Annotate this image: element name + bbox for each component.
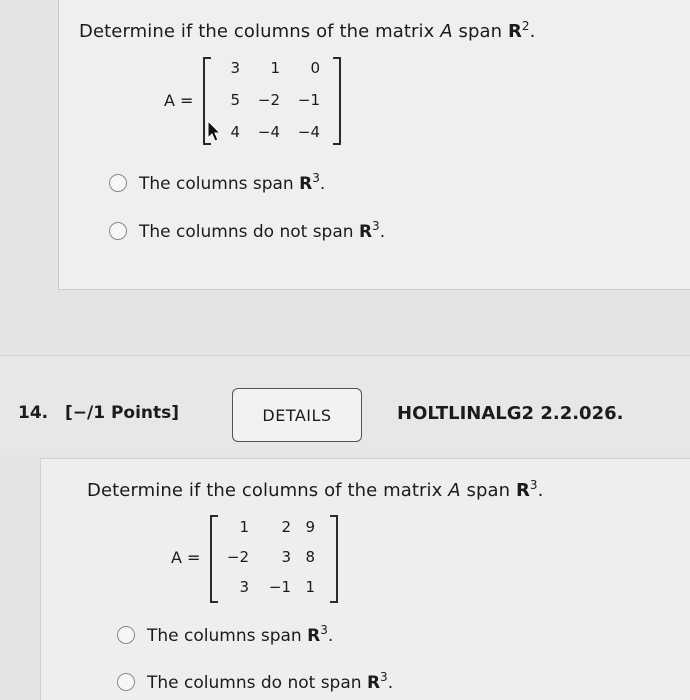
matrix-cell: 1	[270, 59, 280, 77]
matrix-name: A	[448, 480, 461, 501]
matrix-a-q14	[171, 513, 351, 605]
matrix-right-bracket	[333, 57, 341, 145]
space-symbol: R	[507, 21, 522, 42]
matrix-label: A =	[164, 91, 194, 110]
option-columns-do-not-span[interactable]	[117, 670, 393, 693]
matrix-cell: −4	[257, 123, 280, 141]
option-columns-do-not-span[interactable]	[109, 219, 385, 242]
matrix-right-bracket	[330, 515, 338, 603]
matrix-cell: −2	[257, 91, 280, 109]
matrix-cell: 9	[305, 518, 315, 536]
question-13-card	[58, 0, 690, 290]
option-label: The columns span $R^3$.	[147, 623, 334, 646]
matrix-left-bracket	[210, 515, 218, 603]
radio-button[interactable]	[109, 174, 127, 192]
matrix-cell: 3	[281, 548, 291, 566]
question-points: [−/1 Points]	[65, 403, 180, 423]
matrix-cell: 2	[281, 518, 291, 536]
question-14-prompt	[87, 478, 544, 501]
prompt-mid: span	[466, 480, 511, 501]
matrix-cell: −1	[297, 91, 320, 109]
space-exponent: 2	[521, 19, 530, 33]
radio-button[interactable]	[109, 222, 127, 240]
prompt-text: Determine if the columns of the matrix	[79, 21, 435, 42]
question-14-header	[0, 355, 690, 455]
matrix-cell: 4	[230, 123, 240, 141]
mouse-pointer-icon	[207, 120, 221, 142]
question-number: 14.	[18, 403, 49, 423]
option-columns-span[interactable]	[109, 171, 325, 194]
matrix-cell: 3	[239, 578, 249, 596]
option-columns-span[interactable]	[117, 623, 333, 646]
question-13-prompt	[79, 19, 536, 42]
matrix-cell: −4	[297, 123, 320, 141]
matrix-a-q13	[164, 55, 354, 147]
matrix-cell: 3	[230, 59, 240, 77]
option-label: The columns do not span $R^3$.	[139, 219, 386, 242]
matrix-cell: 1	[239, 518, 249, 536]
details-button[interactable]: DETAILS	[232, 388, 362, 442]
space-symbol: R	[515, 480, 530, 501]
space-exponent: 3	[529, 478, 538, 492]
matrix-name: A	[440, 21, 453, 42]
matrix-cell: 5	[230, 91, 240, 109]
matrix-label: A =	[171, 548, 201, 567]
prompt-end: .	[537, 480, 544, 501]
question-14-card	[40, 458, 690, 700]
matrix-cell: 1	[305, 578, 315, 596]
prompt-text: Determine if the columns of the matrix	[87, 480, 443, 501]
prompt-end: .	[529, 21, 536, 42]
option-label: The columns do not span $R^3$.	[147, 670, 394, 693]
matrix-cell: −1	[268, 578, 291, 596]
prompt-mid: span	[458, 21, 503, 42]
matrix-cell: −2	[226, 548, 249, 566]
question-code: HOLTLINALG2 2.2.026.	[397, 403, 624, 424]
option-label: The columns span $R^3$.	[139, 171, 326, 194]
radio-button[interactable]	[117, 626, 135, 644]
matrix-cell: 0	[310, 59, 320, 77]
matrix-cell: 8	[305, 548, 315, 566]
radio-button[interactable]	[117, 673, 135, 691]
